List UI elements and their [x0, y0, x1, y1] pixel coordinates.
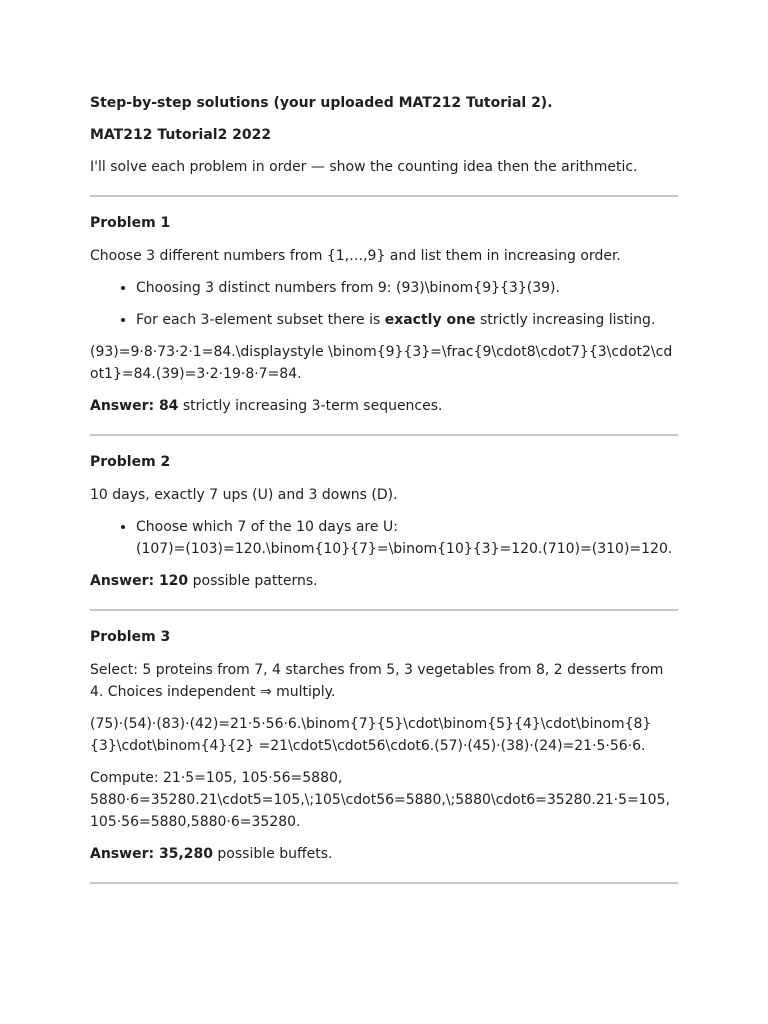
bullet-text-pre: For each 3-element subset there is	[136, 312, 385, 328]
heading-tutorial: MAT212 Tutorial2 2022	[90, 127, 272, 143]
bullet-emphasis: exactly one	[384, 312, 476, 328]
bullet-text-post: strictly increasing listing.	[475, 312, 656, 328]
compute-rest: 5880⋅6=35280.21\cdot5=105,\;105\cdot56=5880,\;5880\cdot6=35280.21⋅5=105,105⋅56=5880,5880⋅6=35280.	[90, 792, 670, 830]
answer-text: strictly increasing 3-term sequences.	[178, 398, 443, 414]
divider	[90, 195, 678, 197]
divider	[90, 609, 678, 611]
problem-title: Problem 1	[90, 215, 171, 231]
problem-statement: Select: 5 proteins from 7, 4 starches from 5, 3 vegetables from 8, 2 desserts from 4. Choices independent ⇒ multiply.	[90, 662, 664, 700]
problem-title: Problem 3	[90, 629, 171, 645]
compute-line: Compute: 21⋅5=105, 105⋅56=5880,	[90, 770, 343, 786]
answer	[90, 570, 678, 592]
bullet-item	[136, 309, 678, 331]
intro-text: I'll solve each problem in order — show the counting idea then the arithmetic.	[90, 159, 638, 175]
heading-solutions: Step-by-step solutions (your uploaded MAT212 Tutorial 2).	[90, 95, 553, 111]
answer-text: possible buffets.	[212, 846, 333, 862]
bullet-item	[136, 516, 678, 560]
formula-text: (75)⋅(54)⋅(83)⋅(42)=21⋅5⋅56⋅6.\binom{7}{5}\cdot\binom{5}{4}\cdot\binom{8}{3}\cdot\binom{4}{2} =21\cdot5\cdot56\cdot6.(57)⋅(45)⋅(38)⋅(24)=21⋅5⋅56⋅6.	[90, 716, 652, 754]
problem-statement: Choose 3 different numbers from {1,…,9} and list them in increasing order.	[90, 248, 621, 264]
bullet-formula: (107)=(103)=120.\binom{10}{7}=\binom{10}{3}=120.(710)=(310)=120.	[136, 541, 673, 557]
bullet-text: Choosing 3 distinct numbers from 9: (93)\binom{9}{3}(39).	[136, 280, 560, 296]
answer	[90, 395, 678, 417]
compute-text	[90, 767, 678, 833]
answer-label: Answer: 35,280	[90, 846, 213, 862]
problem-3	[90, 626, 678, 865]
divider	[90, 434, 678, 436]
answer-label: Answer: 120	[90, 573, 189, 589]
problem-2	[90, 451, 678, 592]
bullet-text: Choose which 7 of the 10 days are U:	[136, 519, 398, 535]
answer-label: Answer: 84	[90, 398, 179, 414]
problem-1	[90, 212, 678, 417]
answer-text: possible patterns.	[188, 573, 318, 589]
divider	[90, 882, 678, 884]
document	[90, 0, 678, 884]
problem-statement: 10 days, exactly 7 ups (U) and 3 downs (D).	[90, 487, 398, 503]
answer	[90, 843, 678, 865]
formula-text: (93)=9⋅8⋅73⋅2⋅1=84.\displaystyle \binom{9}{3}=\frac{9\cdot8\cdot7}{3\cdot2\cdot1}=84.(39)=3⋅2⋅19⋅8⋅7=84.	[90, 344, 673, 382]
bullet-list	[90, 277, 678, 331]
bullet-list	[90, 516, 678, 560]
problem-title: Problem 2	[90, 454, 171, 470]
bullet-item	[136, 277, 678, 299]
